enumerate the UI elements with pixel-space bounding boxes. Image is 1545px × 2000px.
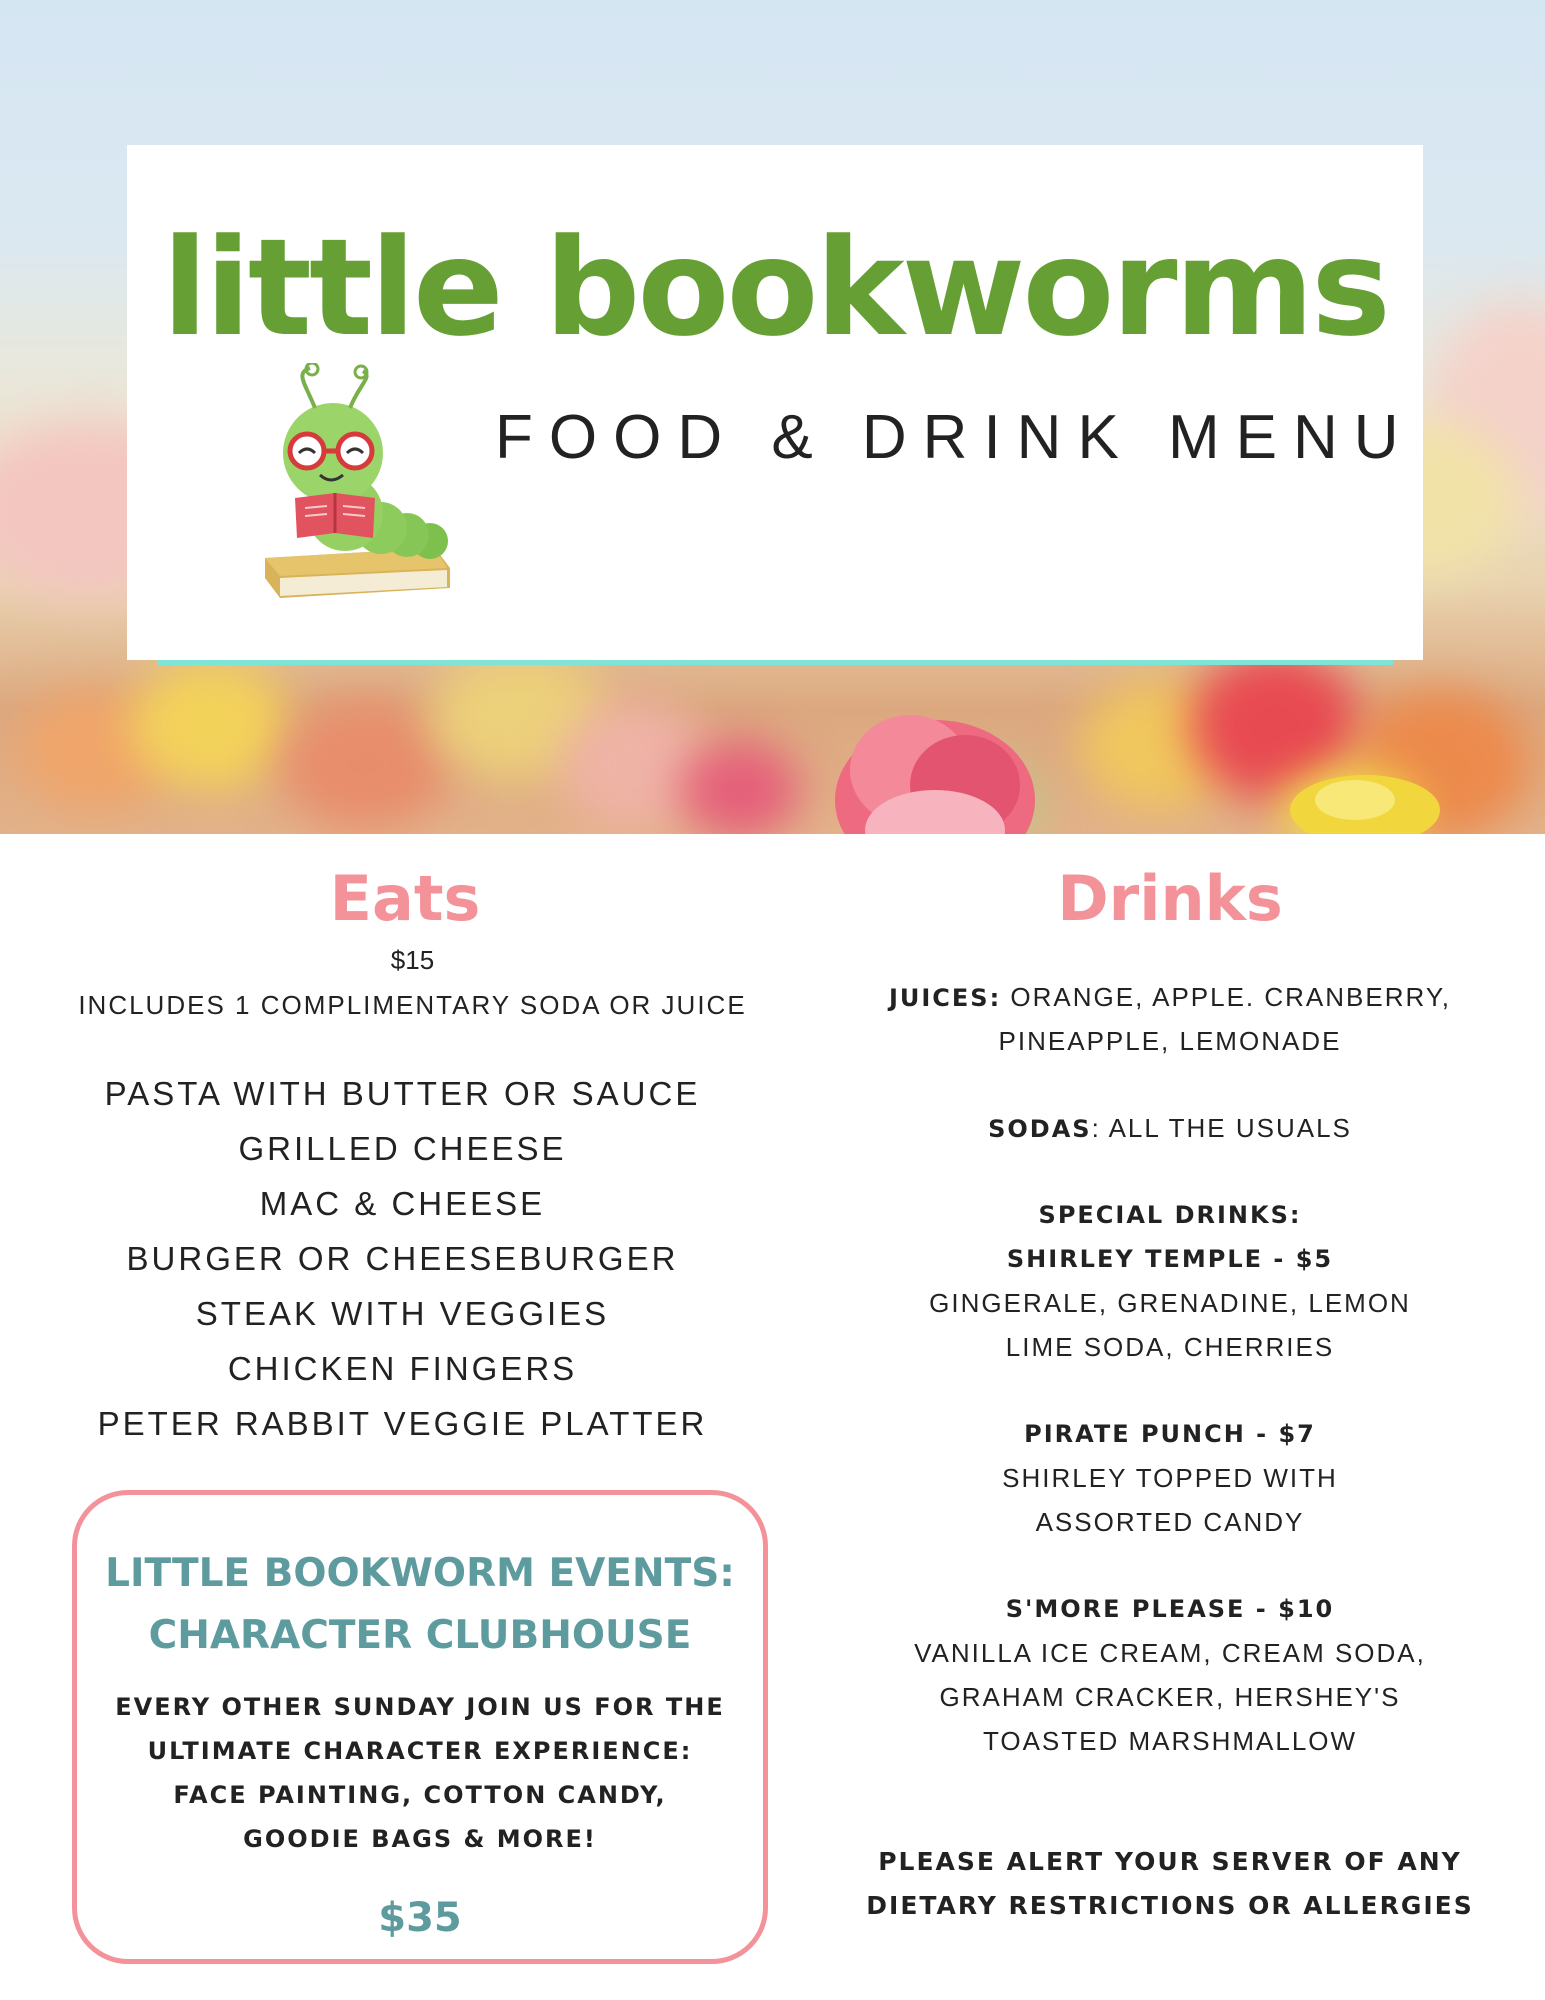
eats-item: PASTA WITH BUTTER OR SAUCE [104, 1075, 701, 1112]
shirley-temple-desc: GINGERALE, GRENADINE, LEMON [929, 1288, 1411, 1318]
events-title-line: LITTLE BOOKWORM EVENTS: [105, 1551, 735, 1596]
sodas-line [860, 1106, 1480, 1150]
menu-subtitle: FOOD & DRINK MENU [495, 403, 1415, 472]
spacer [860, 1369, 1480, 1412]
eats-item: MAC & CHEESE [259, 1185, 546, 1222]
allergy-line: DIETARY RESTRICTIONS OR ALLERGIES [866, 1891, 1474, 1920]
eats-item: PETER RABBIT VEGGIE PLATTER [97, 1405, 708, 1442]
juices-text: ORANGE, APPLE. CRANBERRY, [1001, 982, 1452, 1012]
spacer [860, 1063, 1480, 1106]
pirate-punch-desc: ASSORTED CANDY [1035, 1507, 1305, 1537]
events-description [97, 1685, 743, 1861]
events-title [77, 1543, 763, 1667]
events-body-line: EVERY OTHER SUNDAY JOIN US FOR THE [115, 1693, 725, 1721]
bookworm-reading-icon [255, 363, 475, 613]
sodas-text: : ALL THE USUALS [1091, 1113, 1352, 1143]
brand-title: little bookworms [162, 210, 1388, 366]
events-box [72, 1490, 768, 1964]
events-body-line: FACE PAINTING, COTTON CANDY, [173, 1781, 667, 1809]
smore-desc: TOASTED MARSHMALLOW [982, 1726, 1358, 1756]
yellow-flower-graphic [1285, 770, 1445, 834]
eats-price: $15 [390, 945, 435, 975]
eats-item: CHICKEN FINGERS [227, 1350, 578, 1387]
sodas-label: SODAS [988, 1115, 1092, 1143]
header-accent-line [157, 660, 1393, 665]
allergy-line: PLEASE ALERT YOUR SERVER OF ANY [878, 1847, 1462, 1876]
header-card [127, 145, 1423, 660]
spacer [860, 1544, 1480, 1587]
events-price: $35 [378, 1895, 462, 1941]
shirley-temple-name: SHIRLEY TEMPLE - $5 [1006, 1245, 1334, 1273]
smore-desc: GRAHAM CRACKER, HERSHEY'S [939, 1682, 1401, 1712]
juices-line [860, 975, 1480, 1019]
pirate-punch-desc: SHIRLEY TOPPED WITH [1002, 1463, 1338, 1493]
juices-line-2: PINEAPPLE, LEMONADE [998, 1026, 1342, 1056]
events-body-line: ULTIMATE CHARACTER EXPERIENCE: [147, 1737, 693, 1765]
eats-item-list [60, 1066, 745, 1451]
smore-name: S'MORE PLEASE - $10 [1005, 1595, 1335, 1623]
shirley-temple-desc: LIME SODA, CHERRIES [1005, 1332, 1335, 1362]
spacer [860, 1150, 1480, 1193]
juices-label: JUICES: [888, 984, 1002, 1012]
allergy-notice [860, 1840, 1480, 1928]
pink-flower-graphic [815, 690, 1055, 834]
eats-note: INCLUDES 1 COMPLIMENTARY SODA OR JUICE [78, 990, 747, 1020]
eats-item: STEAK WITH VEGGIES [195, 1295, 610, 1332]
pirate-punch-name: PIRATE PUNCH - $7 [1024, 1420, 1316, 1448]
eats-heading: Eats [329, 862, 481, 935]
events-title-line: CHARACTER CLUBHOUSE [148, 1613, 692, 1658]
drinks-list [860, 975, 1480, 1763]
smore-desc: VANILLA ICE CREAM, CREAM SODA, [914, 1638, 1426, 1668]
eats-item: BURGER OR CHEESEBURGER [126, 1240, 679, 1277]
special-drinks-heading: SPECIAL DRINKS: [1038, 1201, 1302, 1229]
events-body-line: GOODIE BAGS & MORE! [243, 1825, 597, 1853]
eats-item: GRILLED CHEESE [238, 1130, 567, 1167]
drinks-heading: Drinks [1057, 862, 1283, 935]
